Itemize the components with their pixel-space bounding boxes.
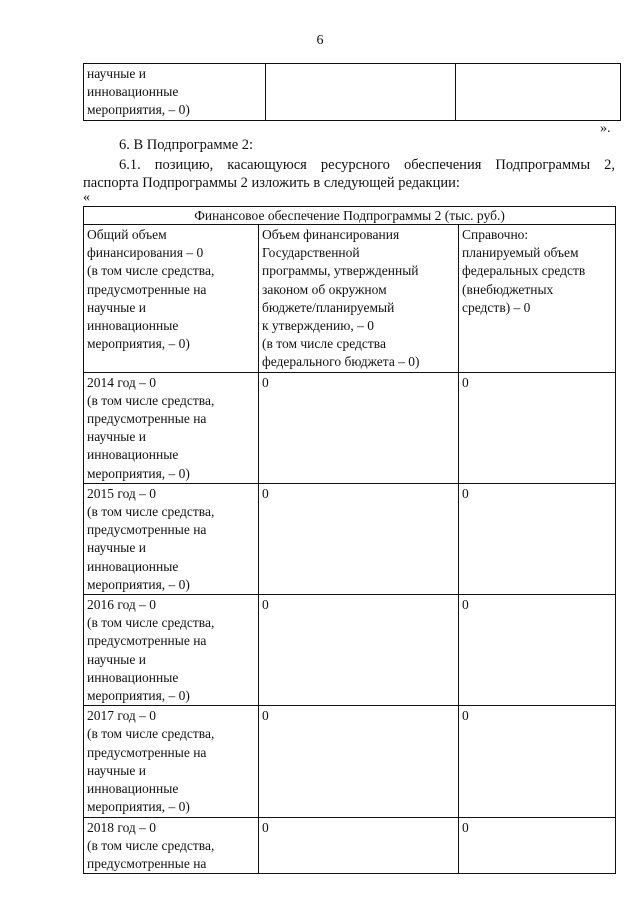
cell-line: мероприятия, – 0) — [87, 688, 190, 704]
cell-line: мероприятия, – 0) — [87, 465, 190, 481]
cell-line: предусмотренные на — [87, 744, 207, 760]
cell-line: Справочно: — [462, 227, 529, 242]
cell-line: предусмотренные на — [87, 411, 207, 427]
cell-line: бюджете/планируемый — [262, 299, 395, 315]
closing-quote: ». — [600, 121, 611, 136]
table-header-row — [84, 225, 616, 373]
cell-line: (в том числе средства, — [87, 263, 215, 279]
cell-line: финансирования – 0 — [87, 245, 204, 261]
cell-line: средств) – 0 — [462, 299, 531, 315]
cell-line: мероприятия, – 0) — [87, 336, 190, 352]
cell-line: научные и — [87, 651, 146, 667]
page-number: 6 — [316, 33, 324, 48]
cell-line: предусмотренные на — [87, 522, 207, 538]
table-row — [84, 817, 616, 874]
cell-line: научные и — [87, 762, 146, 778]
cell-line: (внебюджетных — [462, 281, 554, 297]
cell-line: 2018 год – 0 — [87, 819, 157, 835]
cell-line: федерального бюджета – 0) — [262, 354, 420, 370]
cell-line: мероприятия, – 0) — [87, 576, 190, 592]
header-cell-total — [84, 225, 259, 373]
program-value-cell: 0 — [259, 372, 459, 483]
year-cell — [84, 706, 259, 817]
cell-line: инновационные — [87, 781, 179, 797]
cell-line: федеральных средств — [462, 263, 586, 279]
cell-line: научные и — [87, 66, 146, 81]
cell-line: Государственной — [262, 245, 360, 261]
cell-line: к утверждению, – 0 — [262, 318, 374, 334]
header-cell-program — [259, 225, 459, 373]
cell-line: инновационные — [87, 447, 179, 463]
year-cell — [84, 817, 259, 874]
cell-line: научные и — [87, 540, 146, 556]
cell-line: (в том числе средства, — [87, 392, 215, 408]
reference-value-cell: 0 — [459, 817, 616, 874]
year-cell — [84, 372, 259, 483]
opening-quote: « — [83, 190, 90, 205]
year-cell — [84, 483, 259, 594]
table-row — [84, 483, 616, 594]
table-cell — [266, 64, 456, 121]
cell-line: предусмотренные на — [87, 281, 207, 297]
cell-line: научные и — [87, 429, 146, 445]
reference-value-cell: 0 — [459, 483, 616, 594]
table-row — [84, 64, 621, 121]
cell-line: инновационные — [87, 84, 179, 100]
table-row — [84, 372, 616, 483]
cell-line: мероприятия, – 0) — [87, 102, 190, 118]
cell-line: Общий объем — [87, 227, 167, 242]
cell-line: мероприятия, – 0) — [87, 799, 190, 815]
cell-line: 2014 год – 0 — [87, 374, 157, 390]
cell-line: (в том числе средства — [262, 336, 386, 352]
cell-line: инновационные — [87, 558, 179, 574]
cell-line: (в том числе средства, — [87, 504, 215, 520]
reference-value-cell: 0 — [459, 706, 616, 817]
table-cell — [84, 64, 266, 121]
reference-value-cell: 0 — [459, 372, 616, 483]
table-title-row — [84, 207, 616, 225]
cell-line: 2015 год – 0 — [87, 485, 157, 501]
program-value-cell: 0 — [259, 817, 459, 874]
cell-line: программы, утвержденный — [262, 263, 419, 279]
amendment-paragraph — [83, 156, 615, 192]
cell-line: инновационные — [87, 669, 179, 685]
cell-line: инновационные — [87, 318, 179, 334]
year-cell — [84, 595, 259, 706]
cell-line: предусмотренные на — [87, 633, 207, 649]
program-value-cell: 0 — [259, 595, 459, 706]
table-cell — [456, 64, 621, 121]
paragraph-line: паспорта Подпрограммы 2 изложить в следующей редакции: — [83, 175, 460, 191]
table-row — [84, 706, 616, 817]
cell-line: планируемый объем — [462, 245, 579, 261]
cell-line: (в том числе средства, — [87, 837, 215, 853]
cell-line: предусмотренные на — [87, 855, 207, 871]
cell-line: законом об окружном — [262, 281, 387, 297]
cell-line: 2017 год – 0 — [87, 708, 157, 724]
table-row — [84, 595, 616, 706]
cell-line: (в том числе средства, — [87, 726, 215, 742]
program-value-cell: 0 — [259, 706, 459, 817]
paragraph-line: 6.1. позицию, касающуюся ресурсного обеспечения Подпрограммы 2, — [119, 157, 615, 173]
cell-line: научные и — [87, 299, 146, 315]
program-value-cell: 0 — [259, 483, 459, 594]
section-heading: 6. В Подпрограмме 2: — [119, 137, 254, 153]
table-title: Финансовое обеспечение Подпрограммы 2 (тыс. руб.) — [84, 207, 616, 225]
cell-line: 2016 год – 0 — [87, 597, 157, 613]
financing-table — [83, 206, 616, 874]
header-cell-reference — [459, 225, 616, 373]
cell-line: (в том числе средства, — [87, 615, 215, 631]
reference-value-cell: 0 — [459, 595, 616, 706]
continued-table — [83, 63, 621, 121]
cell-line: Объем финансирования — [262, 227, 400, 242]
